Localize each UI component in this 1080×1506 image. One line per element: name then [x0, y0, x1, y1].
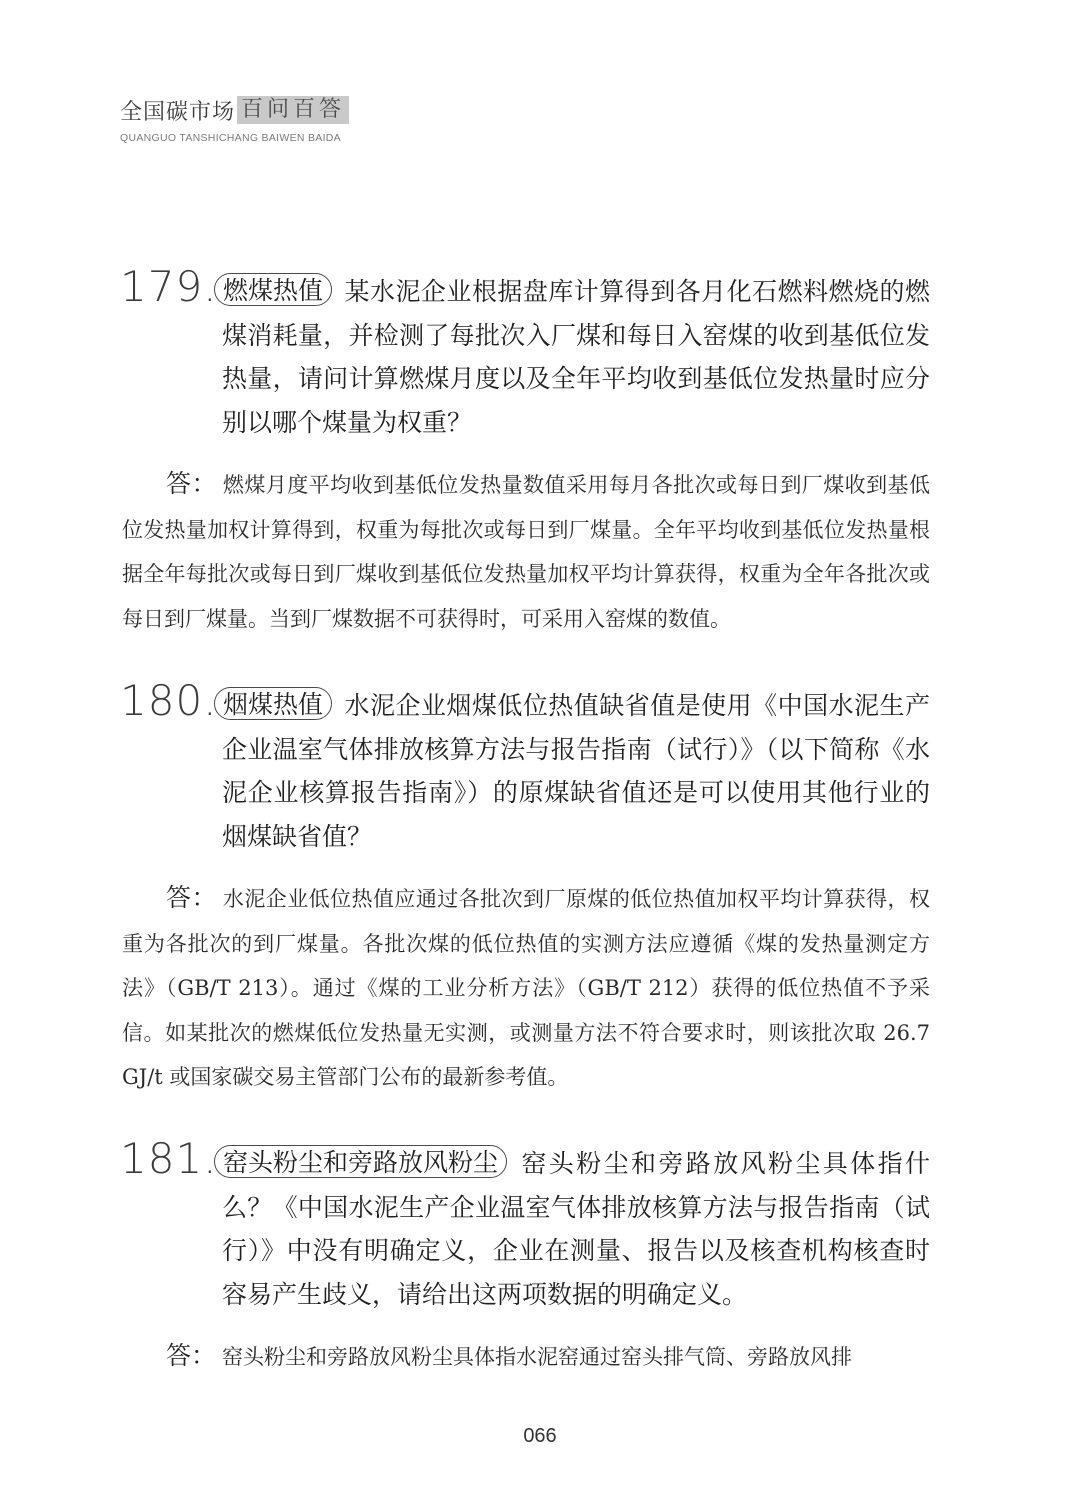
answer-label: 答： [166, 1341, 217, 1370]
answer-label: 答： [166, 883, 217, 912]
header-subtitle: QUANGUO TANSHICHANG BAIWEN BAIDA [120, 132, 341, 144]
answer-text: 水泥企业低位热值应通过各批次到厂原煤的低位热值加权平均计算获得，权重为各批次的到厂煤量。各批次煤的低位热值的实测方法应遵循《煤的发热量测定方法》（GB/T 213）。通过《煤的工业分析方法》（GB/T 212）获得的低位热值不予采信。如某批次的燃煤低位发热量无实测，或测量方法不符合要求时，则该批次取 26.7 GJ/t 或国家碳交易主管部门公布的最新参考值。 [122, 887, 930, 1089]
header-title-row [120, 96, 349, 124]
header-title: 全国碳市场 [120, 99, 236, 125]
answer-block [122, 876, 930, 1100]
topic-tag: 燃煤热值 [214, 273, 332, 306]
answer-block [122, 462, 930, 641]
question-number: 179. [120, 262, 218, 311]
answer-block [122, 1334, 930, 1380]
topic-tag: 烟煤热值 [214, 687, 332, 720]
question-number: 181. [120, 1134, 218, 1183]
question-text: 窑头粉尘和旁路放风粉尘具体指什么？《中国水泥生产企业温室气体排放核算方法与报告指南（试行）》中没有明确定义，企业在测量、报告以及核查机构核查时容易产生歧义，请给出这两项数据的明确定义。 [222, 1149, 930, 1309]
header-title-highlight: 百问百答 [237, 96, 349, 124]
answer-label: 答： [166, 469, 217, 498]
question-text-block [222, 270, 930, 444]
topic-tag: 窑头粉尘和旁路放风粉尘 [214, 1145, 507, 1178]
page-number: 066 [523, 1425, 557, 1447]
question-text-block [222, 684, 930, 858]
answer-text: 燃煤月度平均收到基低位发热量数值采用每月各批次或每日到厂煤收到基低位发热量加权计算得到，权重为每批次或每日到厂煤量。全年平均收到基低位发热量根据全年每批次或每日到厂煤收到基低位发热量加权平均计算获得，权重为全年各批次或每日到厂煤量。当到厂煤数据不可获得时，可采用入窑煤的数值。 [122, 473, 930, 631]
question-text: 水泥企业烟煤低位热值缺省值是使用《中国水泥生产企业温室气体排放核算方法与报告指南（试行）》（以下简称《水泥企业核算报告指南》）的原煤缺省值还是可以使用其他行业的烟煤缺省值？ [222, 691, 930, 851]
running-header [120, 96, 349, 144]
answer-text: 窑头粉尘和旁路放风粉尘具体指水泥窑通过窑头排气筒、旁路放风排 [222, 1345, 853, 1369]
question-text-block [222, 1142, 930, 1316]
question-text: 某水泥企业根据盘库计算得到各月化石燃料燃烧的燃煤消耗量，并检测了每批次入厂煤和每日入窑煤的收到基低位发热量，请问计算燃煤月度以及全年平均收到基低位发热量时应分别以哪个煤量为权重？ [222, 277, 930, 437]
question-number: 180. [120, 676, 218, 725]
